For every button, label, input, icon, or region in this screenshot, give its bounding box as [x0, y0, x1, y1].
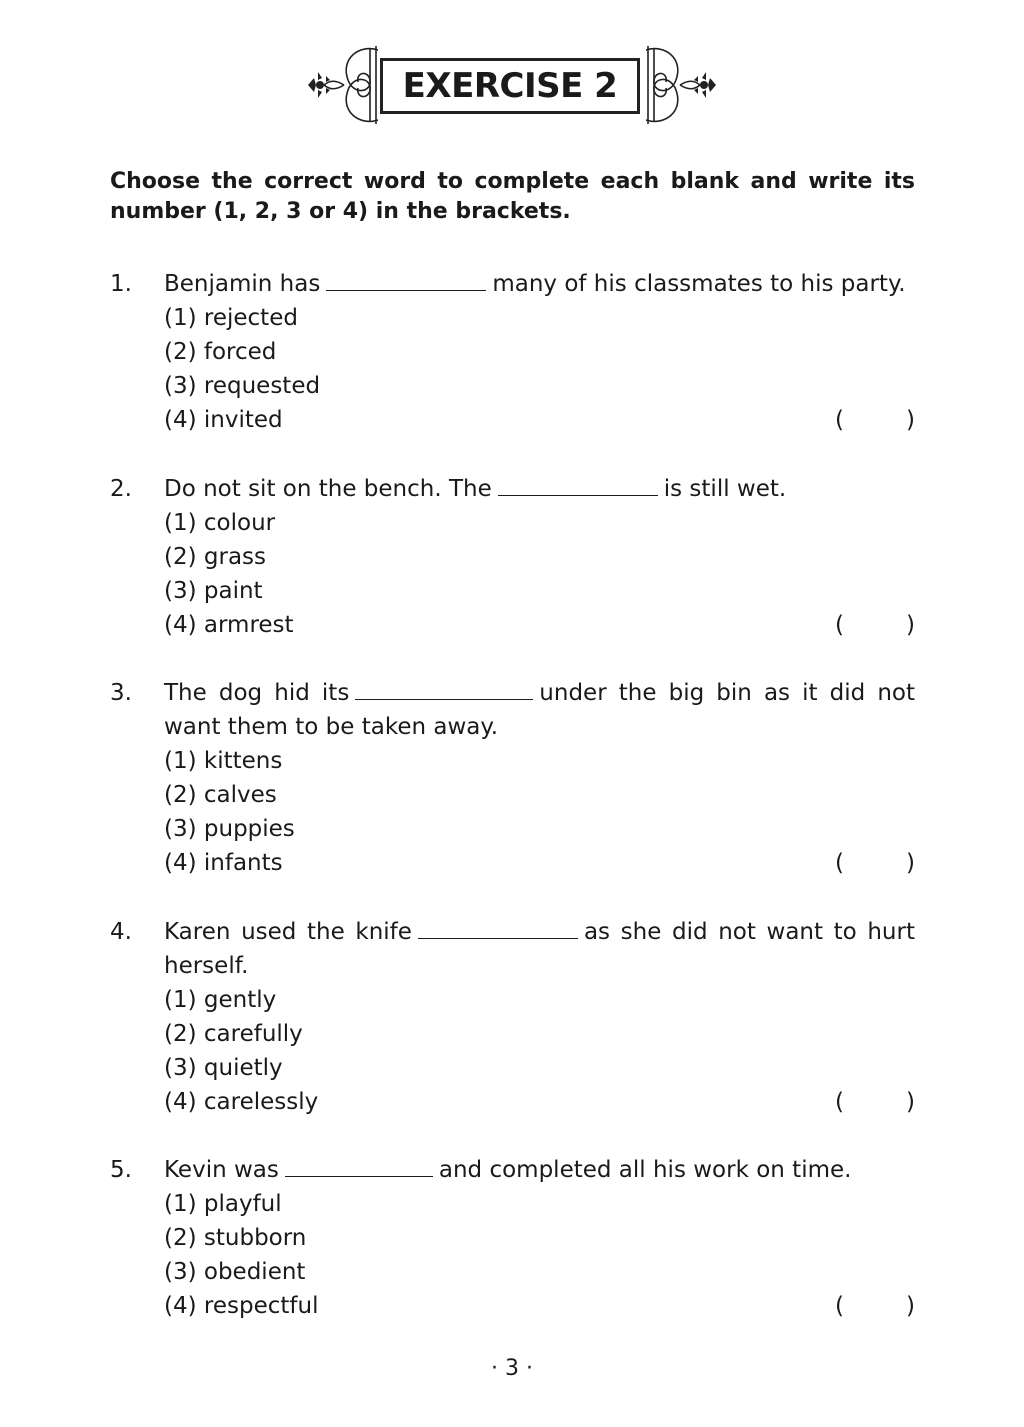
option-2: (2) stubborn [164, 1225, 307, 1251]
answer-blank [285, 1156, 433, 1177]
answer-blank [355, 679, 533, 700]
question-text-before: Do not sit on the bench. The [164, 476, 492, 502]
option-4: (4) infants [164, 850, 283, 876]
question-text [164, 676, 915, 744]
option-3: (3) puppies [164, 816, 295, 842]
question-number: 4. [110, 919, 132, 945]
question-text-before: Kevin was [164, 1157, 279, 1183]
option-4: (4) armrest [164, 612, 294, 638]
option-1: (1) colour [164, 510, 276, 536]
answer-blank [498, 475, 658, 496]
question-text-after: is still wet. [663, 476, 787, 502]
question-1 [110, 267, 915, 437]
question-text [164, 267, 915, 301]
question-text-after: many of his classmates to his party. [492, 271, 906, 297]
bracket-open: ( [835, 407, 844, 433]
bracket-open: ( [835, 1089, 844, 1115]
option-1: (1) gently [164, 987, 277, 1013]
option-4: (4) respectful [164, 1293, 319, 1319]
option-3: (3) requested [164, 373, 321, 399]
option-3: (3) paint [164, 578, 263, 604]
bracket-close: ) [906, 850, 915, 876]
question-2 [110, 472, 915, 642]
option-1: (1) playful [164, 1191, 282, 1217]
bracket-close: ) [906, 1293, 915, 1319]
option-1: (1) rejected [164, 305, 298, 331]
question-text-before: The dog hid its [164, 680, 350, 706]
question-number: 3. [110, 680, 132, 706]
option-4: (4) invited [164, 407, 283, 433]
answer-brackets[interactable] [835, 846, 915, 880]
question-4 [110, 915, 915, 1119]
option-2: (2) grass [164, 544, 267, 570]
option-3: (3) obedient [164, 1259, 306, 1285]
answer-blank [418, 918, 578, 939]
option-2: (2) forced [164, 339, 277, 365]
answer-brackets[interactable] [835, 1085, 915, 1119]
bracket-open: ( [835, 612, 844, 638]
question-number: 5. [110, 1157, 132, 1183]
title-box [380, 58, 640, 114]
question-text [164, 915, 915, 983]
question-3 [110, 676, 915, 880]
bracket-open: ( [835, 850, 844, 876]
question-text-after: under the big bin as it did not want them to be taken away. [164, 680, 915, 740]
answer-blank [326, 270, 486, 291]
answer-brackets[interactable] [835, 608, 915, 642]
question-text [164, 1153, 915, 1187]
page-title: EXERCISE 2 [402, 66, 618, 106]
question-number: 2. [110, 476, 132, 502]
option-3: (3) quietly [164, 1055, 283, 1081]
answer-brackets[interactable] [835, 1289, 915, 1323]
bracket-close: ) [906, 612, 915, 638]
question-text-before: Karen used the knife [164, 919, 412, 945]
question-5 [110, 1153, 915, 1323]
question-text-before: Benjamin has [164, 271, 321, 297]
bracket-close: ) [906, 1089, 915, 1115]
question-text-after: and completed all his work on time. [438, 1157, 852, 1183]
instruction-text: Choose the correct word to complete each blank and write its number (1, 2, 3 or 4) in the brackets. [110, 169, 915, 224]
option-2: (2) calves [164, 782, 277, 808]
title-banner [300, 40, 724, 130]
answer-brackets[interactable] [835, 403, 915, 437]
question-text [164, 472, 915, 506]
bracket-close: ) [906, 407, 915, 433]
option-2: (2) carefully [164, 1021, 303, 1047]
option-1: (1) kittens [164, 748, 283, 774]
question-number: 1. [110, 271, 132, 297]
question-text-after: as she did not want to hurt herself. [164, 919, 915, 979]
option-4: (4) carelessly [164, 1089, 319, 1115]
page-number: · 3 · [491, 1356, 533, 1381]
bracket-open: ( [835, 1293, 844, 1319]
